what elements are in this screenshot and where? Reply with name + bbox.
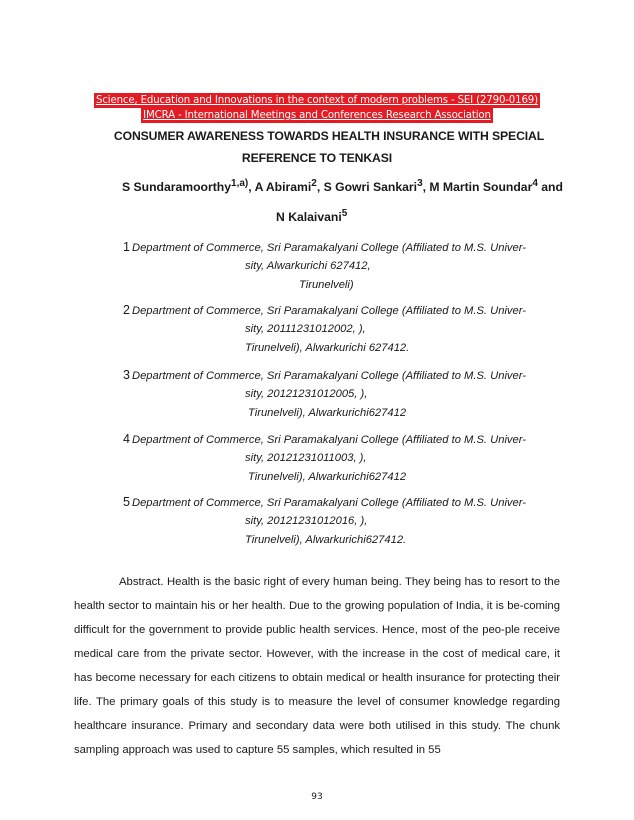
- author-superscript: 5: [341, 208, 348, 219]
- author-superscript: 3: [417, 178, 423, 189]
- affiliation-line: sity, Alwarkurichi 627412,: [245, 260, 371, 272]
- abstract-section: [74, 570, 560, 762]
- abstract-paragraph: Abstract. Health is the basic right of every human being. They being has to resort to the health sector to maintain his or her health. Due to the growing population of India, it is be-coming difficult for the government to provide public health services. Hence, most of the peo-ple receive medical care from the private sector. However, with the increase in the cost of medical care, it has become necessary for each citizens to obtain medical or health insurance for protecting their life. The primary goals of this study is to measure the level of consumer knowledge regarding healthcare insurance. Primary and secondary data were both utilised in this study. The chunk sampling approach was used to capture 55 samples, which resulted in 55: [74, 576, 560, 756]
- affiliation-number: 3: [123, 368, 130, 382]
- author-superscript: 4: [532, 178, 538, 189]
- author-superscript: 2: [311, 178, 317, 189]
- affiliation-number: 5: [123, 495, 130, 509]
- author-list-continued: [276, 208, 347, 224]
- affiliation-line: Tirunelveli), Alwarkurichi627412: [248, 471, 407, 483]
- author-superscript: 1,a): [231, 178, 249, 189]
- affiliation-number: 1: [123, 240, 130, 254]
- affiliation-line: sity, 20121231012005, ),: [245, 388, 368, 400]
- journal-banner: [0, 93, 634, 108]
- affiliation-number: 2: [123, 303, 130, 317]
- affiliation-line: sity, 20121231012016, ),: [245, 515, 368, 527]
- affiliation-line: Tirunelveli), Alwarkurichi627412: [248, 407, 407, 419]
- paper-title-line2: REFERENCE TO TENKASI: [241, 151, 393, 165]
- author-name: , S Gowri Sankari: [316, 180, 418, 194]
- journal-title: Science, Education and Innovations in the context of modern problems - SEI (2790-0169): [96, 95, 538, 106]
- affiliation-line: Department of Commerce, Sri Paramakalyani College (Affiliated to M.S. Univer-: [132, 434, 526, 446]
- affiliation-line: Tirunelveli), Alwarkurichi 627412.: [245, 342, 410, 354]
- affiliation-line: sity, 20121231011003, ),: [245, 452, 367, 464]
- paper-title-line1: CONSUMER AWARENESS TOWARDS HEALTH INSURANCE WITH SPECIAL: [113, 129, 545, 143]
- author-name: , M Martin Soundar: [422, 180, 533, 194]
- author-name: , A Abirami: [248, 180, 312, 194]
- affiliation-number: 4: [123, 432, 130, 446]
- affiliation-line: Department of Commerce, Sri Paramakalyani College (Affiliated to M.S. Univer-: [132, 370, 526, 382]
- author-name: N Kalaivani: [276, 210, 342, 224]
- affiliation-line: Tirunelveli): [299, 279, 354, 291]
- author-name: S Sundaramoorthy: [122, 180, 232, 194]
- page-number: 93: [311, 792, 323, 802]
- organizer-banner: [0, 108, 634, 123]
- affiliation-line: Department of Commerce, Sri Paramakalyani College (Affiliated to M.S. Univer-: [132, 497, 526, 509]
- author-list: [122, 178, 563, 194]
- affiliation-line: Tirunelveli), Alwarkurichi627412.: [245, 534, 407, 546]
- author-conjunction: and: [537, 180, 563, 194]
- affiliation-line: sity, 20111231012002, ),: [245, 323, 366, 335]
- affiliation-line: Department of Commerce, Sri Paramakalyani College (Affiliated to M.S. Univer-: [132, 242, 526, 254]
- organizer-title: IMCRA - International Meetings and Conferences Research Association: [143, 110, 491, 121]
- affiliation-line: Department of Commerce, Sri Paramakalyani College (Affiliated to M.S. Univer-: [132, 305, 526, 317]
